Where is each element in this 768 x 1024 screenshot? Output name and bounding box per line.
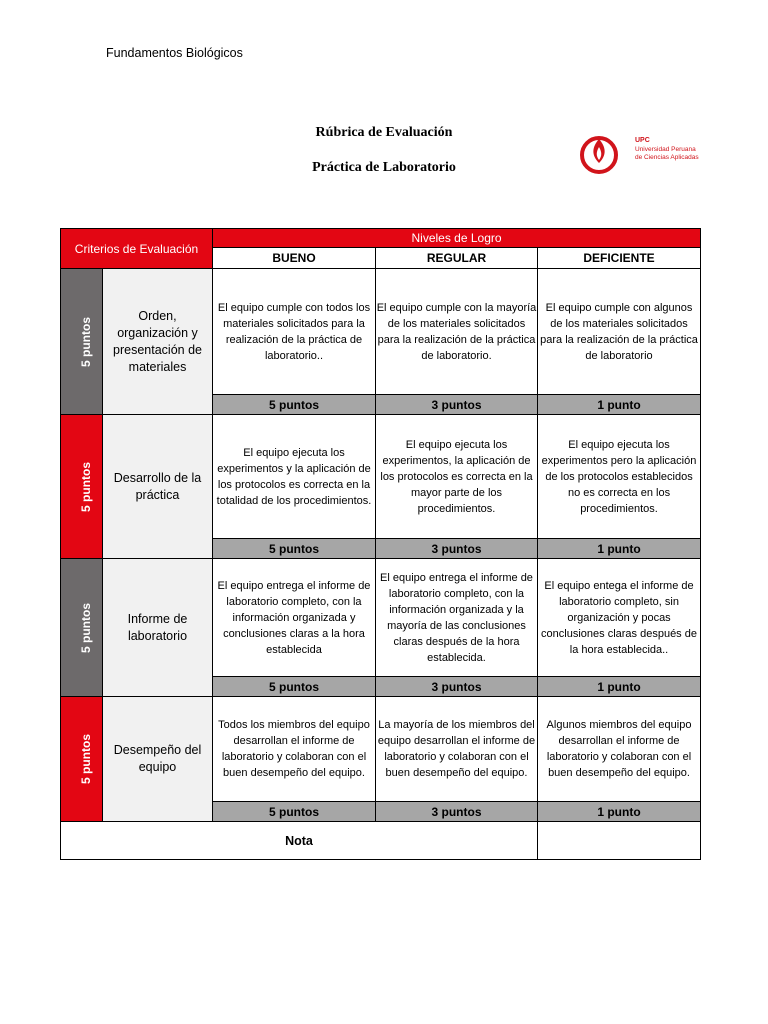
score-bueno: 5 puntos: [213, 802, 376, 822]
score-regular: 3 puntos: [376, 539, 538, 559]
criterion-points: 5 puntos: [61, 559, 103, 697]
description-bueno: El equipo entrega el informe de laboratorio completo, con la información organizada y conclusiones claras a la hora establecida: [213, 559, 376, 677]
score-regular: 3 puntos: [376, 677, 538, 697]
description-regular: El equipo ejecuta los experimentos, la aplicación de los protocolos es correcta en la mayor parte de los procedimientos.: [376, 415, 538, 539]
rubric-title: Rúbrica de Evaluación: [315, 125, 453, 140]
description-bueno: El equipo ejecuta los experimentos y la aplicación de los protocolos es correcta en la totalidad de los procedimientos.: [213, 415, 376, 539]
description-bueno: Todos los miembros del equipo desarrollan el informe de laboratorio y colaboran con el buen desempeño del equipo.: [213, 697, 376, 802]
logo-line-1: Universidad Peruana: [635, 145, 696, 153]
description-deficiente: El equipo entega el informe de laboratorio completo, sin organización y pocas conclusiones claras después de la hora establecida..: [538, 559, 701, 677]
logo-acronym: UPC: [635, 137, 650, 144]
description-deficiente: El equipo cumple con algunos de los materiales solicitados para la realización de la práctica de laboratorio: [538, 269, 701, 395]
score-deficiente: 1 punto: [538, 539, 701, 559]
description-bueno: El equipo cumple con todos los materiales solicitados para la realización de la práctica de laboratorio..: [213, 269, 376, 395]
level-deficiente: DEFICIENTE: [538, 248, 701, 269]
rubric-subtitle: Práctica de Laboratorio: [312, 160, 456, 175]
nota-label: Nota: [61, 822, 538, 860]
upc-logo: [578, 133, 703, 175]
description-regular: La mayoría de los miembros del equipo desarrollan el informe de laboratorio y colaboran con el buen desempeño del equipo.: [376, 697, 538, 802]
criterion-points: 5 puntos: [61, 269, 103, 415]
score-deficiente: 1 punto: [538, 677, 701, 697]
description-regular: El equipo entrega el informe de laboratorio completo, con la información organizada y la mayoría de las conclusiones claras después de la hora establecida.: [376, 559, 538, 677]
score-bueno: 5 puntos: [213, 677, 376, 697]
score-deficiente: 1 punto: [538, 395, 701, 415]
description-deficiente: Algunos miembros del equipo desarrollan el informe de laboratorio y colaboran con el buen desempeño del equipo.: [538, 697, 701, 802]
criteria-header: Criterios de Evaluación: [61, 229, 213, 269]
score-bueno: 5 puntos: [213, 395, 376, 415]
criterion-name: Orden, organización y presentación de materiales: [103, 269, 213, 415]
level-bueno: BUENO: [213, 248, 376, 269]
course-name: Fundamentos Biológicos: [106, 46, 243, 60]
score-regular: 3 puntos: [376, 802, 538, 822]
score-deficiente: 1 punto: [538, 802, 701, 822]
upc-flame-icon: [578, 133, 620, 175]
logo-line-2: de Ciencias Aplicadas: [635, 154, 699, 161]
description-deficiente: El equipo ejecuta los experimentos pero la aplicación de los protocolos establecidos no es correcta en los procedimientos.: [538, 415, 701, 539]
description-regular: El equipo cumple con la mayoría de los materiales solicitados para la realización de la práctica de laboratorio.: [376, 269, 538, 395]
levels-header: Niveles de Logro: [213, 229, 701, 248]
criterion-name: Informe de laboratorio: [103, 559, 213, 697]
criterion-points: 5 puntos: [61, 697, 103, 822]
score-bueno: 5 puntos: [213, 539, 376, 559]
criterion-name: Desempeño del equipo: [103, 697, 213, 822]
score-regular: 3 puntos: [376, 395, 538, 415]
rubric-table: [60, 228, 701, 860]
nota-value[interactable]: [538, 822, 701, 860]
criterion-points: 5 puntos: [61, 415, 103, 559]
criterion-name: Desarrollo de la práctica: [103, 415, 213, 559]
level-regular: REGULAR: [376, 248, 538, 269]
